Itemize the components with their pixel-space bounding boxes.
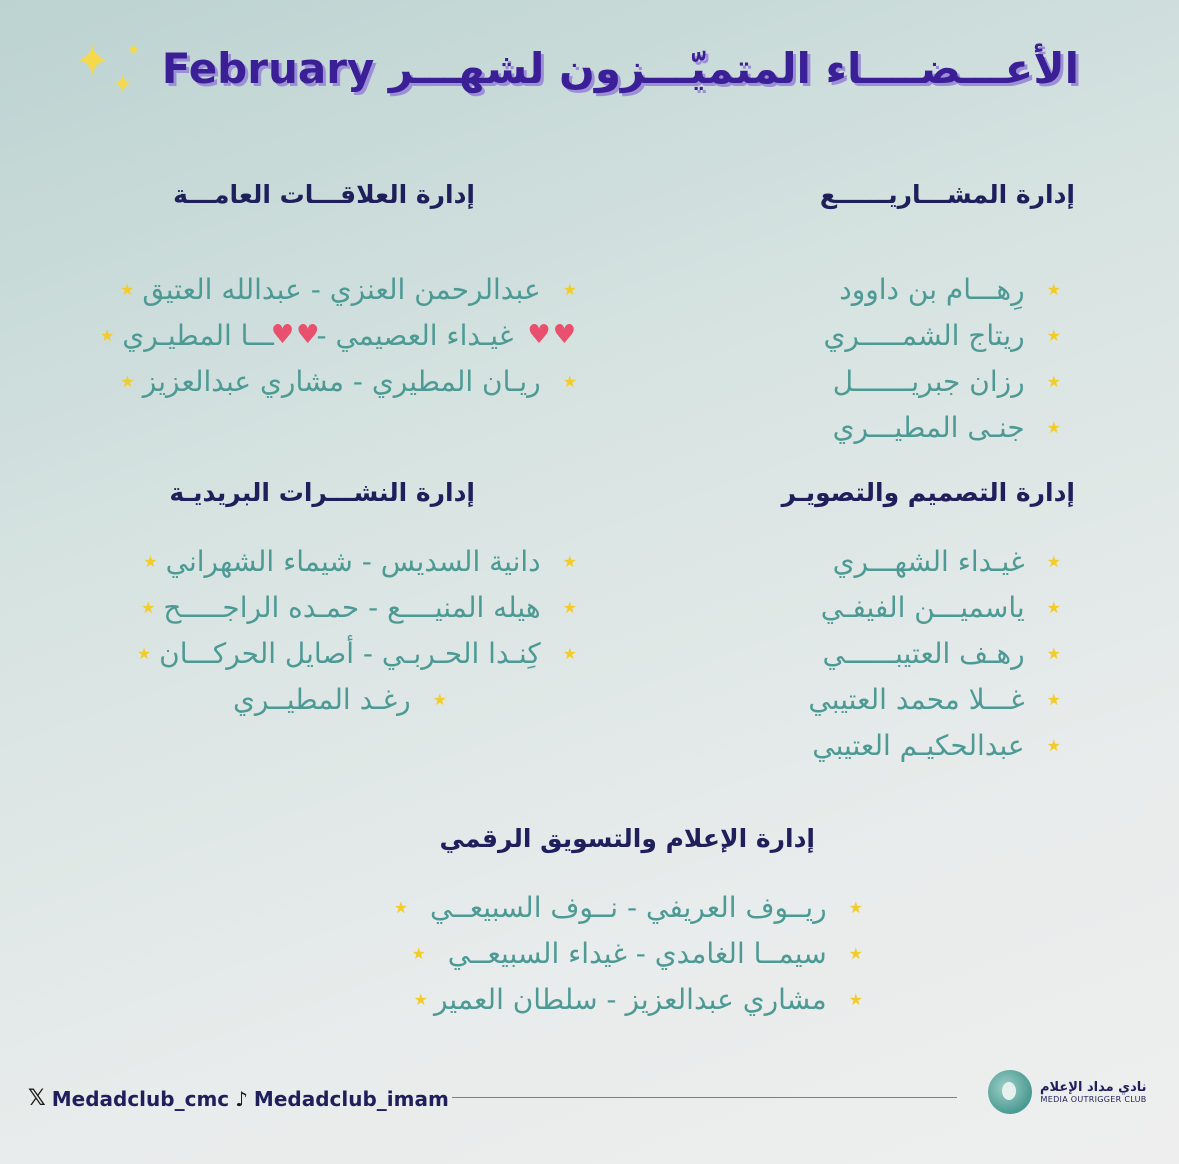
tiktok-handle[interactable]: Medadclub_imam — [253, 1086, 449, 1111]
list-item: ★ جنـى المطيـــري — [832, 410, 1061, 444]
star-icon: ★ — [1046, 325, 1061, 345]
star-icon: ★ — [562, 279, 577, 299]
star-icon: ★ — [562, 371, 577, 391]
list-item: ★ رِهـــام بن داوود — [839, 272, 1061, 306]
dept-title-design: إدارة التصميم والتصويـر — [781, 478, 1075, 507]
club-logo-icon — [988, 1070, 1032, 1114]
star-icon: ★ — [1046, 551, 1061, 571]
dept-title-public-relations: إدارة العلاقـــات العامـــة — [173, 180, 475, 209]
list-item: ★ ياسميـــن الفيفـي — [820, 590, 1061, 624]
heart-icon: ♥ — [296, 320, 320, 350]
star-icon: ★ — [136, 643, 152, 663]
club-logo-text: نادي مداد الإعلام MEDIA OUTRIGGER CLUB — [1040, 1080, 1147, 1104]
star-icon: ★ — [562, 597, 577, 617]
club-logo — [988, 1070, 1147, 1114]
heart-icon: ♥ — [527, 320, 551, 350]
star-icon: ★ — [1046, 735, 1061, 755]
list-item: ★ دانية السديس - شيماء الشهراني ★ — [143, 544, 577, 578]
sparkle-icon: ✦ — [112, 70, 134, 100]
footer-divider — [452, 1097, 957, 1098]
hearts-overlay — [270, 320, 321, 350]
star-icon: ★ — [140, 597, 156, 617]
x-logo-icon[interactable]: 𝕏 — [28, 1086, 46, 1111]
social-handles — [28, 1086, 449, 1111]
list-item: ★ كِنـدا الحـربـي - أصايل الحركـــان ★ — [136, 636, 577, 670]
star-icon: ★ — [1046, 643, 1061, 663]
star-icon: ★ — [120, 279, 135, 299]
star-icon: ★ — [1046, 371, 1061, 391]
x-handle[interactable]: Medadclub_cmc — [51, 1086, 230, 1111]
list-item: ★ رغـد المطيــري — [233, 682, 447, 716]
dept-title-projects: إدارة المشـــاريــــــع — [819, 180, 1075, 209]
list-item: ★ رزان جبريـــــــل — [832, 364, 1061, 398]
list-item: ★ رهـف العتيبــــــي — [822, 636, 1061, 670]
star-icon: ★ — [1046, 417, 1061, 437]
dept-title-newsletters: إدارة النشـــرات البريديـة — [169, 478, 475, 507]
dept-title-media: إدارة الإعلام والتسويق الرقمي — [439, 824, 815, 853]
star-icon: ★ — [562, 643, 577, 663]
star-icon: ★ — [393, 897, 409, 917]
star-icon: ★ — [1046, 689, 1061, 709]
star-icon: ★ — [562, 551, 577, 571]
star-icon: ★ — [413, 989, 428, 1009]
star-icon: ★ — [1046, 597, 1061, 617]
list-item: ♥ ♥ غيـداء العصيمي - ♥ ♥ ـــا المطيـري ★ — [99, 318, 576, 352]
dept-list-projects — [824, 266, 1061, 450]
star-icon: ★ — [848, 943, 863, 963]
list-item: ★ ريــوف العريفي - نــوف السبيعــي ★ — [393, 890, 863, 924]
star-icon: ★ — [1046, 279, 1061, 299]
star-icon: ★ — [143, 551, 158, 571]
star-icon: ★ — [99, 325, 115, 345]
list-item: ★ غـــلا محمد العتيبي — [808, 682, 1061, 716]
star-icon: ★ — [411, 943, 426, 963]
list-item: ★ مشاري عبدالعزيز - سلطان العمير ★ — [413, 982, 863, 1016]
star-icon: ★ — [120, 371, 135, 391]
sparkle-icon: ✦ — [126, 40, 142, 61]
star-icon: ★ — [848, 989, 863, 1009]
list-item: ★ ريـان المطيري - مشاري عبدالعزيز ★ — [120, 364, 577, 398]
list-item: ★ غيـداء الشهـــري — [832, 544, 1061, 578]
dept-list-newsletters — [137, 538, 577, 676]
tiktok-icon[interactable]: ♪ — [235, 1086, 248, 1111]
list-item: ★ هيله المنيــــع - حمـده الراجـــــح ★ — [140, 590, 577, 624]
heart-icon: ♥ — [552, 320, 576, 350]
sparkle-icon: ✦ — [74, 36, 111, 87]
dept-list-media — [394, 884, 863, 1022]
list-item: ★ عبدالحكيـم العتيبي — [812, 728, 1061, 762]
list-item: ★ سيمــا الغامدي - غيداء السبيعــي ★ — [411, 936, 863, 970]
dept-list-newsletters-extra — [233, 676, 447, 722]
list-item: ★ ريتاج الشمـــــري — [823, 318, 1061, 352]
star-icon: ★ — [432, 689, 447, 709]
list-item: ★ عبدالرحمن العنزي - عبدالله العتيق ★ — [120, 272, 577, 306]
star-icon: ★ — [848, 897, 863, 917]
heart-icon: ♥ — [270, 320, 295, 350]
dept-list-design — [808, 538, 1061, 768]
page-title: الأعـــضــــاء المتميّـــزون لشهـــر February — [161, 44, 1079, 93]
dept-list-public-relations — [100, 266, 577, 404]
